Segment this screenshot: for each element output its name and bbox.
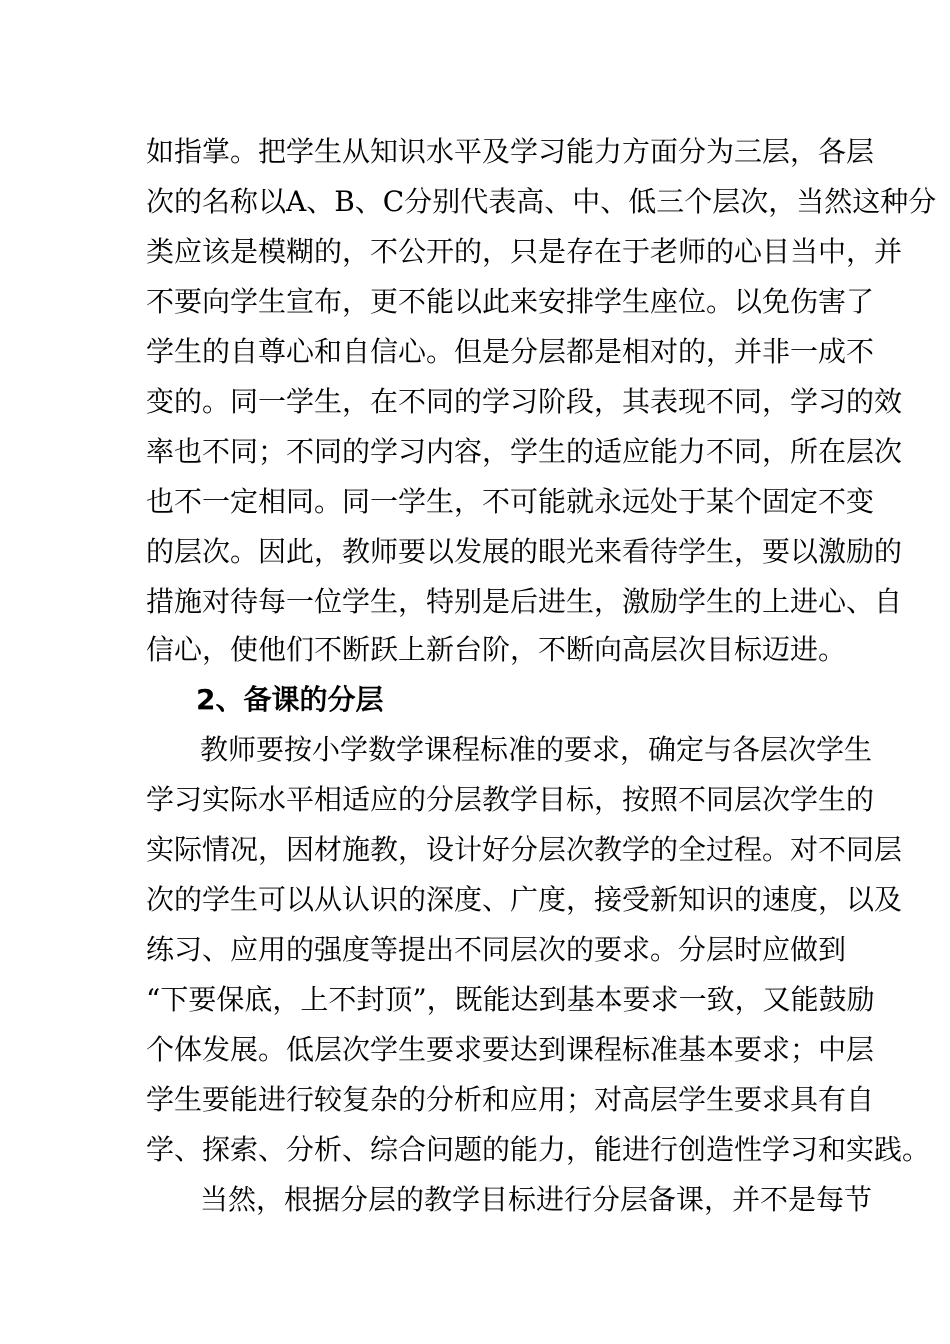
paragraph-line: 教师要按小学数学课程标准的要求，确定与各层次学生 xyxy=(200,733,873,766)
paragraph-line: 的层次。因此，教师要以发展的眼光来看待学生，要以激励的 xyxy=(146,535,903,568)
section-heading: 2、备课的分层 xyxy=(196,683,384,716)
paragraph-line: 也不一定相同。同一学生，不可能就永远处于某个固定不变 xyxy=(146,485,875,518)
paragraph-line: 不要向学生宣布，更不能以此来安排学生座位。以免伤害了 xyxy=(146,285,875,318)
paragraph-line: 次的名称以A、B、C分别代表高、中、低三个层次，当然这种分 xyxy=(146,185,937,218)
paragraph-line: “下要保底，上不封顶”，既能达到基本要求一致，又能鼓励 xyxy=(146,983,875,1016)
paragraph-line: 变的。同一学生，在不同的学习阶段，其表现不同，学习的效 xyxy=(146,385,903,418)
paragraph-line: 学、探索、分析、综合问题的能力，能进行创造性学习和实践。 xyxy=(146,1133,931,1166)
paragraph-line: 学生要能进行较复杂的分析和应用；对高层学生要求具有自 xyxy=(146,1083,875,1116)
paragraph-line: 信心，使他们不断跃上新台阶，不断向高层次目标迈进。 xyxy=(146,633,847,666)
paragraph-line: 当然，根据分层的教学目标进行分层备课，并不是每节 xyxy=(200,1183,873,1216)
paragraph-line: 学生的自尊心和自信心。但是分层都是相对的，并非一成不 xyxy=(146,335,875,368)
paragraph-line: 措施对待每一位学生，特别是后进生，激励学生的上进心、自 xyxy=(146,585,903,618)
paragraph-line: 率也不同；不同的学习内容，学生的适应能力不同，所在层次 xyxy=(146,435,903,468)
paragraph-line: 个体发展。低层次学生要求要达到课程标准基本要求；中层 xyxy=(146,1033,875,1066)
paragraph-line: 次的学生可以从认识的深度、广度，接受新知识的速度，以及 xyxy=(146,883,903,916)
paragraph-line: 练习、应用的强度等提出不同层次的要求。分层时应做到 xyxy=(146,933,847,966)
paragraph-line: 实际情况，因材施教，设计好分层次教学的全过程。对不同层 xyxy=(146,833,903,866)
paragraph-line: 类应该是模糊的，不公开的，只是存在于老师的心目当中，并 xyxy=(146,235,903,268)
paragraph-line: 学习实际水平相适应的分层教学目标，按照不同层次学生的 xyxy=(146,783,875,816)
paragraph-line: 如指掌。把学生从知识水平及学习能力方面分为三层，各层 xyxy=(146,135,875,168)
